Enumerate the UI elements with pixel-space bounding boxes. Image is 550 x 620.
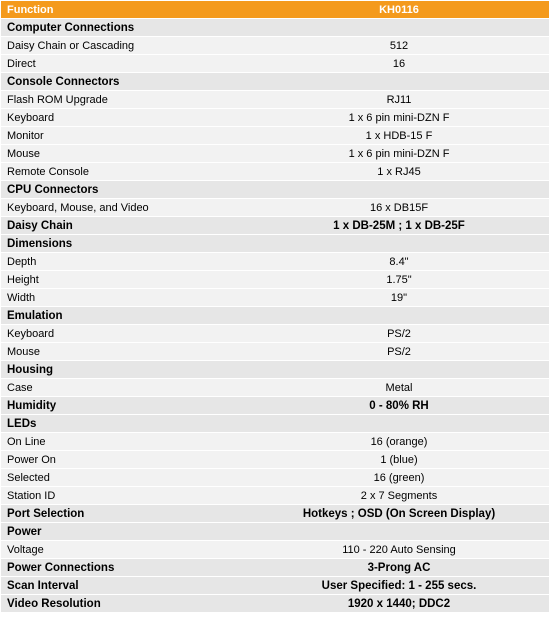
section-row [1,595,549,613]
spec-label: Height [1,271,249,289]
spec-value: 16 x DB15F [249,199,549,217]
table-row [1,325,549,343]
spec-value: PS/2 [249,343,549,361]
spec-label: Direct [1,55,249,73]
table-row [1,145,549,163]
table-row [1,109,549,127]
spec-value: 110 - 220 Auto Sensing [249,541,549,559]
section-row [1,577,549,595]
spec-label: Monitor [1,127,249,145]
spec-value [249,19,549,37]
table-row [1,37,549,55]
section-label: Dimensions [1,235,249,253]
section-label: Computer Connections [1,19,249,37]
spec-label: Mouse [1,343,249,361]
table-row [1,433,549,451]
section-label: Daisy Chain [1,217,249,235]
section-label: CPU Connectors [1,181,249,199]
spec-value: 3-Prong AC [249,559,549,577]
spec-label: Flash ROM Upgrade [1,91,249,109]
spec-label: Keyboard [1,109,249,127]
spec-label: On Line [1,433,249,451]
spec-table-body [1,19,549,613]
spec-value [249,361,549,379]
spec-value: 512 [249,37,549,55]
spec-value: 1.75" [249,271,549,289]
section-row [1,73,549,91]
spec-value: 2 x 7 Segments [249,487,549,505]
section-row [1,559,549,577]
spec-label: Keyboard [1,325,249,343]
spec-value: 1 (blue) [249,451,549,469]
section-row [1,523,549,541]
spec-value: 0 - 80% RH [249,397,549,415]
section-row [1,181,549,199]
section-label: Power Connections [1,559,249,577]
header-model-label: KH0116 [249,1,549,19]
header-function-label: Function [1,1,249,19]
spec-value [249,181,549,199]
spec-value: 1 x 6 pin mini-DZN F [249,109,549,127]
section-label: Power [1,523,249,541]
spec-label: Selected [1,469,249,487]
spec-label: Width [1,289,249,307]
spec-label: Daisy Chain or Cascading [1,37,249,55]
spec-label: Keyboard, Mouse, and Video [1,199,249,217]
spec-label: Voltage [1,541,249,559]
table-row [1,91,549,109]
spec-value: 16 [249,55,549,73]
spec-value: 1 x DB-25M ; 1 x DB-25F [249,217,549,235]
section-label: Emulation [1,307,249,325]
spec-value: 1920 x 1440; DDC2 [249,595,549,613]
section-label: Video Resolution [1,595,249,613]
spec-value: PS/2 [249,325,549,343]
table-row [1,127,549,145]
table-header-row [1,1,549,19]
spec-value: Metal [249,379,549,397]
section-row [1,397,549,415]
table-row [1,541,549,559]
spec-value: User Specified: 1 - 255 secs. [249,577,549,595]
spec-value: RJ11 [249,91,549,109]
section-label: Humidity [1,397,249,415]
spec-label: Station ID [1,487,249,505]
table-row [1,469,549,487]
table-row [1,487,549,505]
section-row [1,307,549,325]
spec-table [1,1,549,613]
table-row [1,343,549,361]
spec-value [249,523,549,541]
spec-value: 19" [249,289,549,307]
table-row [1,55,549,73]
spec-value [249,415,549,433]
table-row [1,289,549,307]
spec-label: Remote Console [1,163,249,181]
section-row [1,217,549,235]
spec-value [249,235,549,253]
spec-value: 8.4" [249,253,549,271]
spec-value [249,307,549,325]
spec-value: 16 (green) [249,469,549,487]
section-row [1,415,549,433]
spec-value [249,73,549,91]
spec-label: Power On [1,451,249,469]
spec-label: Case [1,379,249,397]
section-label: LEDs [1,415,249,433]
spec-value: 16 (orange) [249,433,549,451]
section-row [1,19,549,37]
table-row [1,271,549,289]
spec-value: 1 x HDB-15 F [249,127,549,145]
table-row [1,379,549,397]
section-label: Scan Interval [1,577,249,595]
section-row [1,235,549,253]
section-label: Housing [1,361,249,379]
section-label: Console Connectors [1,73,249,91]
spec-label: Depth [1,253,249,271]
table-row [1,451,549,469]
table-row [1,199,549,217]
table-row [1,253,549,271]
spec-value: Hotkeys ; OSD (On Screen Display) [249,505,549,523]
table-row [1,163,549,181]
section-row [1,505,549,523]
section-label: Port Selection [1,505,249,523]
spec-value: 1 x 6 pin mini-DZN F [249,145,549,163]
section-row [1,361,549,379]
spec-value: 1 x RJ45 [249,163,549,181]
spec-label: Mouse [1,145,249,163]
